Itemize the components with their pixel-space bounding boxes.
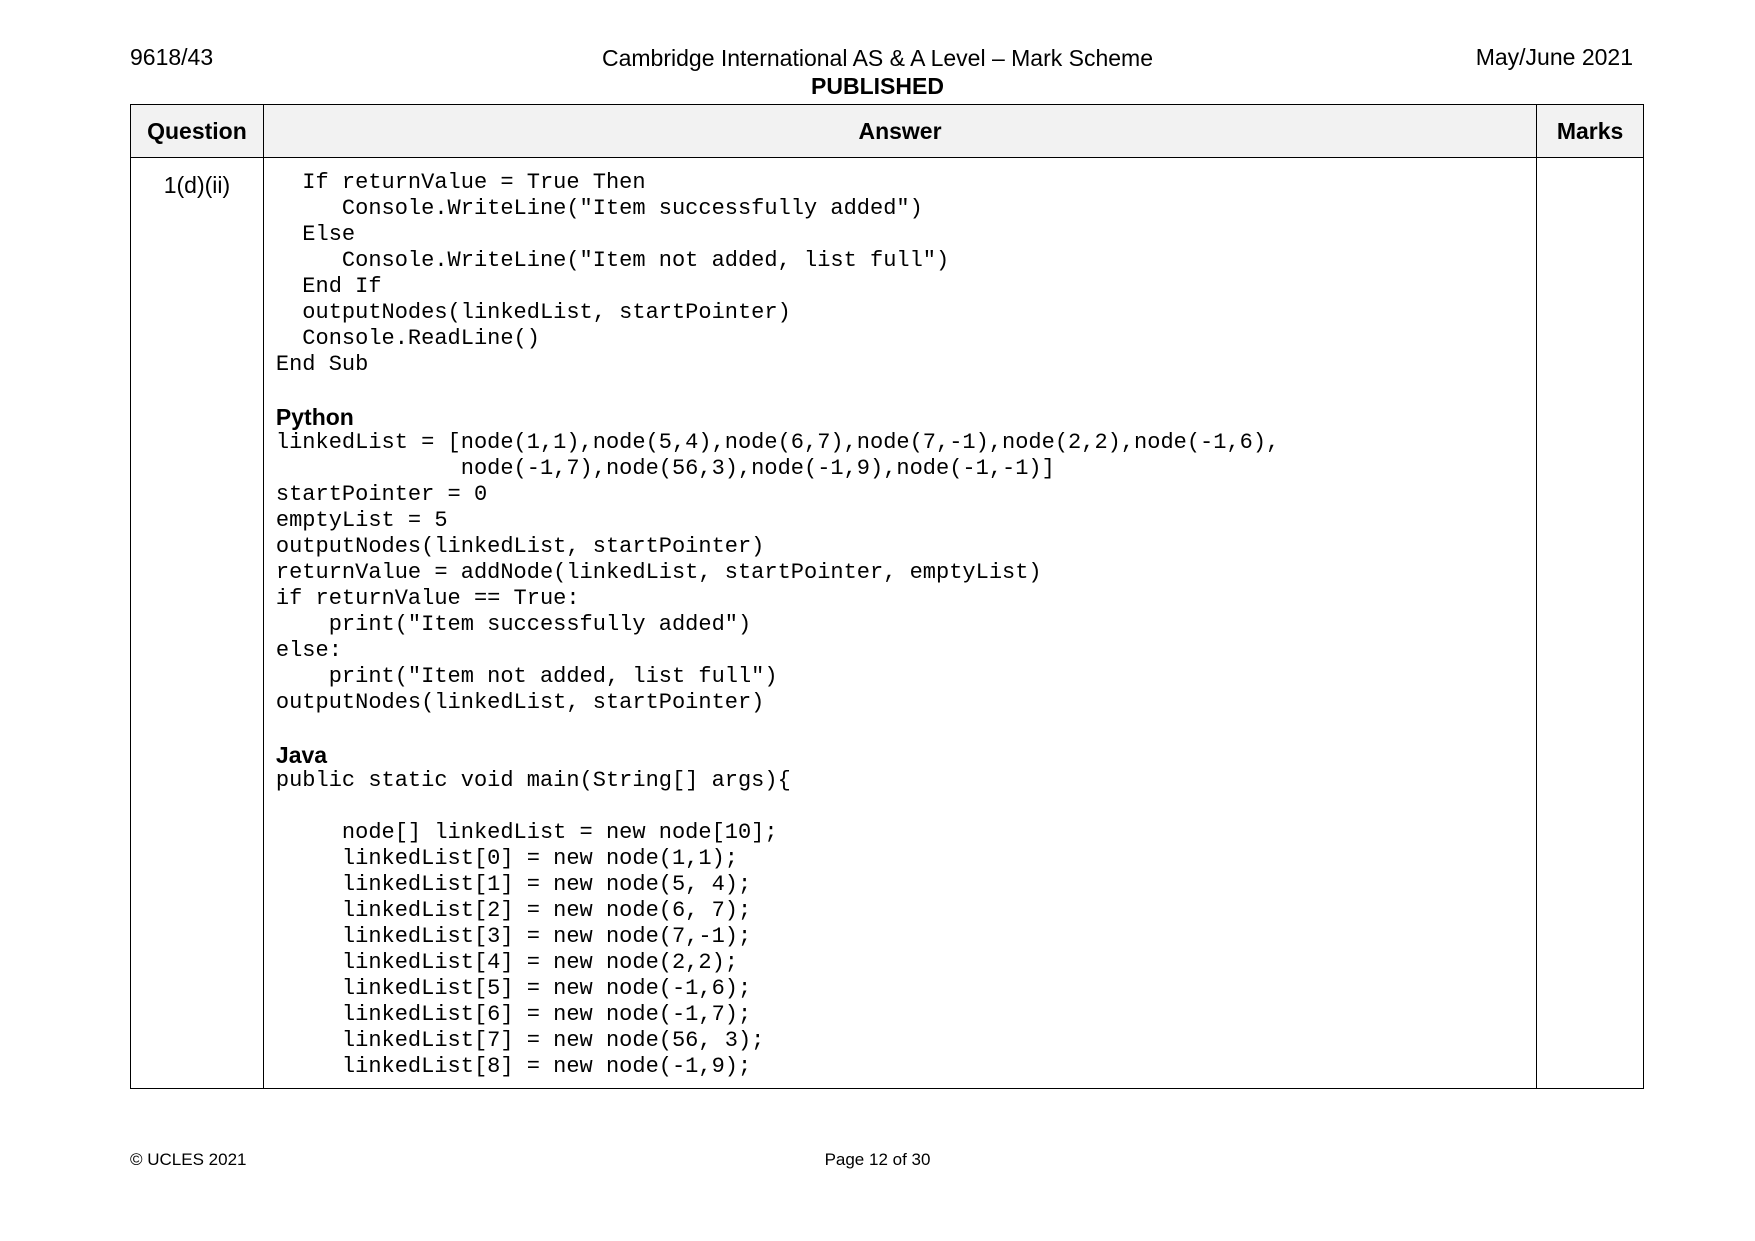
exam-session: May/June 2021	[1475, 44, 1633, 70]
python-code-block: linkedList = [node(1,1),node(5,4),node(6,7),node(7,-1),node(2,2),node(-1,6), node(-1,7),node(56,3),node(-1,9),node(-1,-1)] startPointer = 0 emptyList = 5 outputNodes(linkedList, startPointer) returnValue = addNode(linkedList, startPointer, emptyList) if returnValue == True: print("Item successfully added") else: print("Item not added, list full") outputNodes(linkedList, startPointer)	[275, 430, 1280, 715]
table-row	[131, 158, 1644, 1089]
java-code-block: public static void main(String[] args){ node[] linkedList = new node[10]; linkedList[0] = new node(1,1); linkedList[1] = new node(5, 4); linkedList[2] = new node(6, 7); linkedList[3] = new node(7,-1); linkedList[4] = new node(2,2); linkedList[5] = new node(-1,6); linkedList[6] = new node(-1,7); linkedList[7] = new node(56, 3); linkedList[8] = new node(-1,9);	[275, 768, 791, 1079]
answer-column-header: Answer	[263, 105, 1536, 158]
document-title: Cambridge International AS & A Level – Mark Scheme	[601, 45, 1154, 71]
page-number: Page 12 of 30	[824, 1150, 931, 1169]
mark-scheme-table	[130, 104, 1644, 1089]
answer-cell	[263, 158, 1536, 1089]
java-heading: Java	[275, 742, 328, 768]
python-heading: Python	[275, 404, 354, 430]
question-number: 1(d)(ii)	[131, 158, 264, 1089]
vb-code-block: If returnValue = True Then Console.WriteLine("Item successfully added") Else Console.WriteLine("Item not added, list full") End If outputNodes(linkedList, startPointer) Console.ReadLine() End Sub	[275, 170, 950, 377]
paper-code: 9618/43	[130, 44, 214, 70]
table-header-row	[131, 105, 1644, 158]
marks-column-header: Marks	[1537, 105, 1644, 158]
marks-cell	[1537, 158, 1644, 1089]
copyright-notice: © UCLES 2021	[130, 1150, 247, 1169]
question-column-header: Question	[131, 105, 264, 158]
published-label: PUBLISHED	[811, 73, 944, 99]
